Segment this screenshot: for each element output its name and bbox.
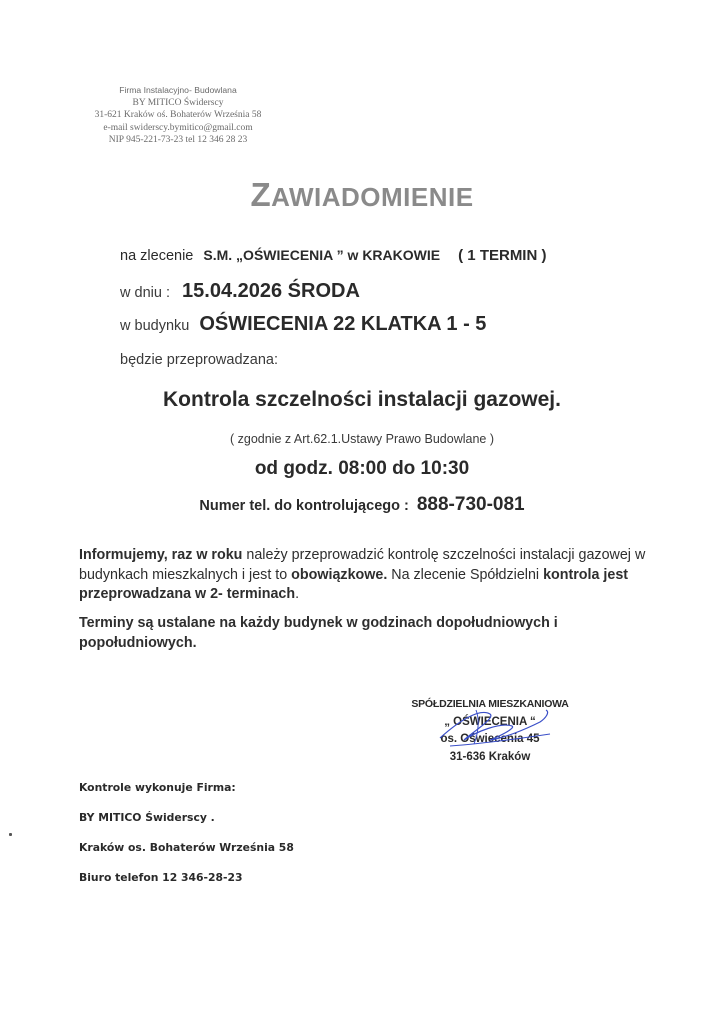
letterhead-email: e-mail swiderscy.bymitico@gmail.com — [103, 122, 253, 133]
legal-note: ( zgodnie z Art.62.1.Ustawy Prawo Budowlane ) — [229, 432, 495, 446]
para-bold-3: kontrola jest przeprowadzana w 2- terminach — [79, 566, 629, 602]
phone-label: Numer tel. do kontrolującego : — [199, 498, 409, 514]
intro-text: będzie przeprowadzana: — [120, 352, 278, 368]
para-text-1: należy przeprowadzić kontrolę szczelności instalacji gazowej w budynkach mieszkalnych i jest to — [79, 547, 646, 583]
footer-line-4: Biuro telefon 12 346-28-23 — [79, 871, 243, 884]
order-line — [120, 247, 546, 264]
scan-speck — [9, 833, 12, 836]
schedule-paragraph: Terminy są ustalane na każdy budynek w godzinach dopołudniowych i popołudniowych. — [79, 615, 558, 651]
contractor-footer — [79, 780, 294, 900]
para-bold-2: obowiązkowe. — [291, 566, 388, 583]
date-prefix: w dniu : — [120, 285, 170, 301]
info-paragraph — [79, 546, 649, 605]
footer-line-2: BY MITICO Świderscy . — [79, 811, 215, 824]
title-rest: AWIADOMIENIE — [271, 182, 474, 212]
stamp-line-3: os. Oświecenia 45 — [440, 733, 540, 745]
stamp-line-4: 31-636 Kraków — [449, 750, 531, 763]
letterhead-company-name: BY MITICO Świderscy — [132, 97, 224, 108]
inspector-phone-line — [0, 494, 724, 516]
phone-number: 888-730-081 — [416, 494, 525, 515]
date-line — [120, 280, 360, 303]
order-client: S.M. „OŚWIECENIA ” w KRAKOWIE — [203, 247, 441, 263]
title-first-letter: Z — [250, 176, 272, 213]
footer-line-1: Kontrole wykonuje Firma: — [79, 781, 236, 794]
inspection-heading: Kontrola szczelności instalacji gazowej. — [163, 388, 561, 411]
cooperative-stamp — [390, 696, 590, 766]
building-prefix: w budynku — [120, 318, 190, 334]
stamp-line-1: SPÓŁDZIELNIA MIESZKANIOWA — [411, 698, 569, 710]
order-prefix: na zlecenie — [120, 248, 194, 264]
letterhead-company-type: Firma Instalacyjno- Budowlana — [119, 85, 237, 95]
order-term: ( 1 TERMIN ) — [458, 247, 547, 264]
para-text-2: Na zlecenie Spółdzielni — [387, 566, 544, 583]
building-value: OŚWIECENIA 22 KLATKA 1 - 5 — [199, 313, 487, 335]
para-text-3: . — [295, 586, 300, 602]
building-line — [120, 313, 486, 336]
stamp-line-2: „ OŚWIECENIA “ — [444, 715, 536, 728]
footer-line-3: Kraków os. Bohaterów Września 58 — [79, 841, 294, 854]
letterhead — [78, 84, 278, 147]
letterhead-nip-phone: NIP 945-221-73-23 tel 12 346 28 23 — [108, 135, 248, 146]
letterhead-address: 31-621 Kraków oś. Bohaterów Września 58 — [94, 110, 262, 121]
document-title — [0, 176, 724, 214]
para-bold-1: Informujemy, raz w roku — [79, 547, 243, 563]
date-value: 15.04.2026 ŚRODA — [182, 280, 360, 302]
hours: od godz. 08:00 do 10:30 — [254, 458, 470, 479]
